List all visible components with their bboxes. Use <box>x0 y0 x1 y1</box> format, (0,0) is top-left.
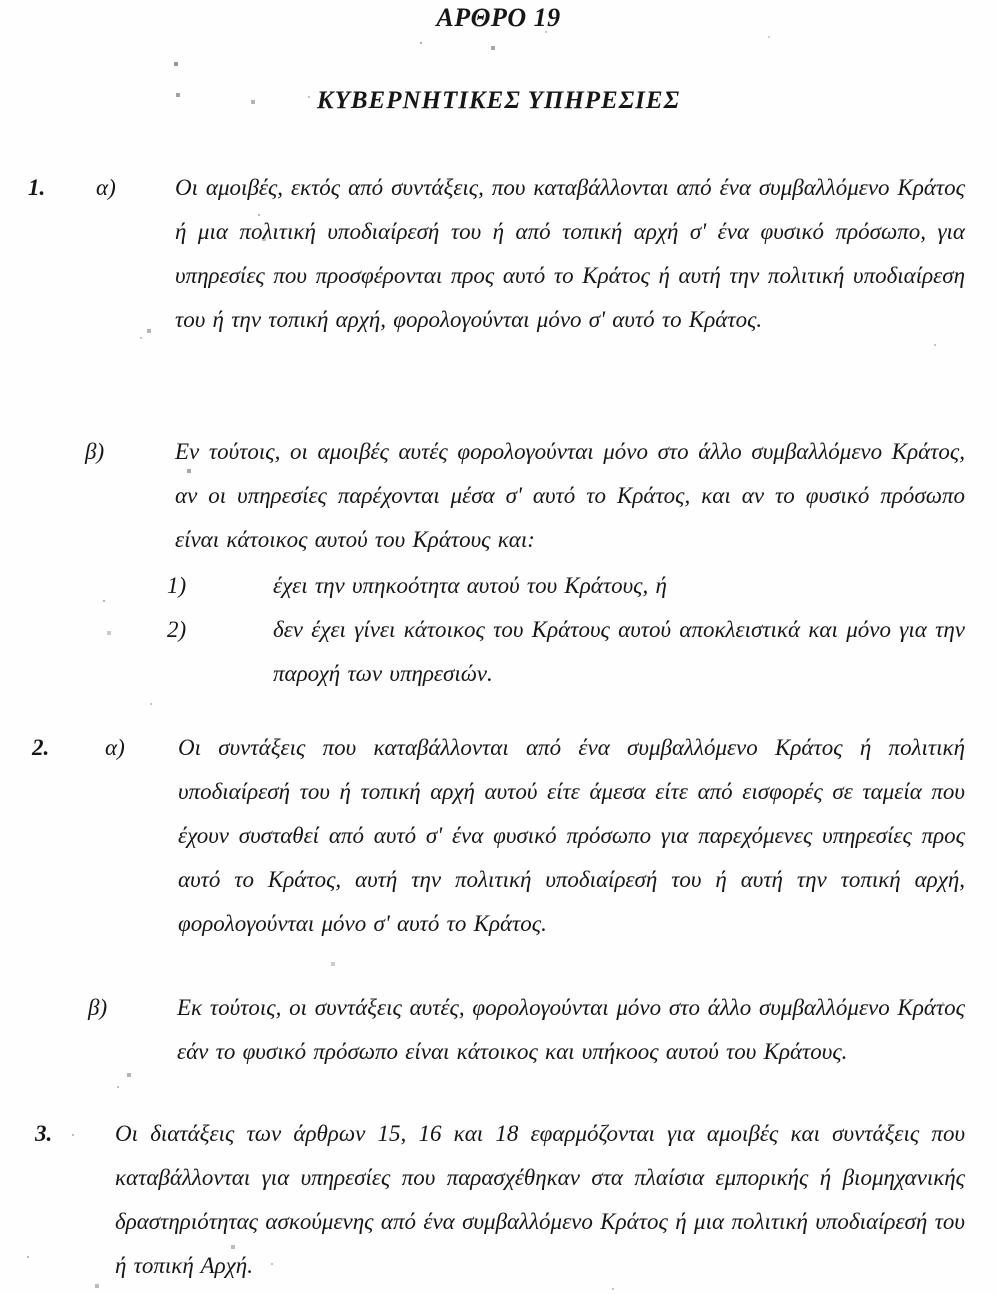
paragraph-2-number: 2. <box>32 735 50 760</box>
paragraph-3-text: Οι διατάξεις των άρθρων 15, 16 και 18 εφαρμόζονται για αμοιβές και συντάξεις που καταβάλλονται για υπηρεσίες που παρασχέθηκαν στα πλαίσια εμπορικής ή βιομηχανικής δραστηριότητας ασκούμενης από ένα συμβαλλόμενο Κράτος ή μια πολιτική υποδιαίρεσή του ή τοπική Αρχή. <box>115 1121 965 1278</box>
article-title: ΑΡΘΡΟ 19 <box>436 3 561 32</box>
scan-artifacts <box>0 0 2 2</box>
paragraph-1a-text: Οι αμοιβές, εκτός από συντάξεις, που καταβάλλονται από ένα συμβαλλόμενο Κράτος ή μια πολιτική υποδιαίρεσή του ή από τοπική αρχή σ' ένα φυσικό πρόσωπο, για υπηρεσίες που προσφέρονται προς αυτό το Κράτος ή αυτή την πολιτική υποδιαίρεση του ή την τοπική αρχή, φορολογούνται μόνο σ' αυτό το Κράτος. <box>175 175 965 332</box>
paragraph-2a-text: Οι συντάξεις που καταβάλλονται από ένα συμβαλλόμενο Κράτος ή πολιτική υποδιαίρεσή του ή τοπική αρχή αυτού είτε άμεσα είτε από εισφορές σε ταμεία που έχουν συσταθεί από αυτό σ' ένα φυσικό πρόσωπο για παρεχόμενες υπηρεσίες προς αυτό το Κράτος, αυτή την πολιτική υποδιαίρεσή του ή αυτή την τοπική αρχή, φορολογούνται μόνο σ' αυτό το Κράτος. <box>178 735 965 936</box>
paragraph-1-number: 1. <box>28 175 46 200</box>
paragraph-1b-label: β) <box>85 439 105 464</box>
paragraph-1a-label: α) <box>96 175 116 200</box>
paragraph-3-number: 3. <box>35 1121 53 1146</box>
paragraph-2a-label: α) <box>105 735 125 760</box>
paragraph-1b-item-1-text: έχει την υπηκοότητα αυτού του Κράτους, ή <box>273 573 667 598</box>
paragraph-1b-item-2-label: 2) <box>167 617 187 642</box>
paragraph-1b-text: Εν τούτοις, οι αμοιβές αυτές φορολογούνται μόνο στο άλλο συμβαλλόμενο Κράτος, αν οι υπηρεσίες παρέχονται μέσα σ' αυτό το Κράτος, και αν το φυσικό πρόσωπο είναι κάτοικος αυτού του Κράτους και: <box>175 439 965 552</box>
paragraph-2b-text: Εκ τούτοις, οι συντάξεις αυτές, φορολογούνται μόνο στο άλλο συμβαλλόμενο Κράτος εάν το φυσικό πρόσωπο είναι κάτοικος και υπήκοος αυτού του Κράτους. <box>177 995 965 1064</box>
paragraph-1b-item-2-text: δεν έχει γίνει κάτοικος του Κράτους αυτού αποκλειστικά και μόνο για την παροχή των υπηρεσιών. <box>273 617 965 686</box>
article-subtitle: ΚΥΒΕΡΝΗΤΙΚΕΣ ΥΠΗΡΕΣΙΕΣ <box>316 87 681 114</box>
paragraph-1b-item-1-label: 1) <box>167 573 187 598</box>
paragraph-2b-label: β) <box>88 995 108 1020</box>
